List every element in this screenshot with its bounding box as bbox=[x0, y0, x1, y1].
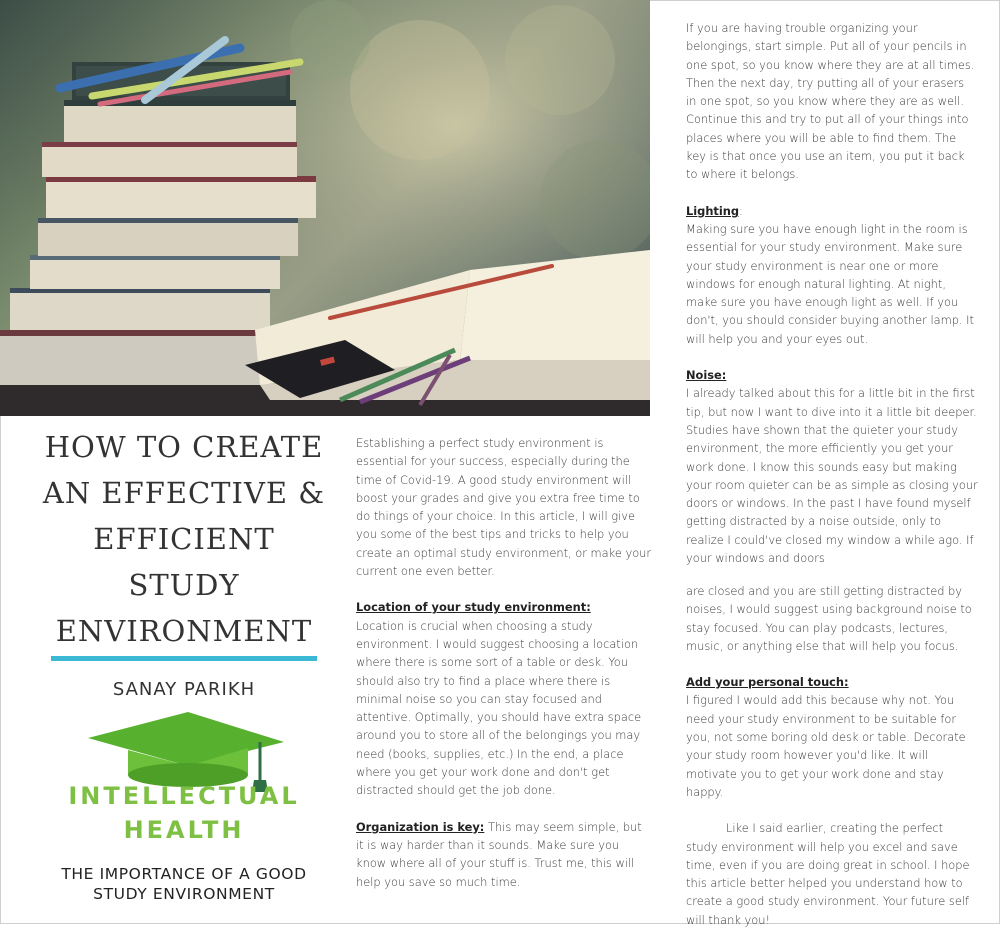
title-column bbox=[28, 424, 340, 904]
section-heading bbox=[686, 202, 978, 220]
section-heading bbox=[356, 598, 652, 616]
organization-paragraph bbox=[356, 818, 652, 891]
intro-paragraph: Establishing a perfect study environment is essential for your success, especially during the time of Covid-19. A good study environment will boost your grades and give you extra free time to do things of your choice. In this article, I will give you some of the best tips and tricks to help you create an optimal study environment, or make your current one even better. bbox=[356, 436, 652, 579]
title-underline bbox=[51, 656, 317, 661]
books-illustration bbox=[0, 0, 650, 416]
organization-body: This may seem simple, but it is way harder than it sounds. Make sure you know where all of your stuff is. Trust me, this will help you save so much time. bbox=[356, 819, 642, 889]
section-heading bbox=[686, 673, 978, 691]
subtitle-line: THE IMPORTANCE OF A GOOD bbox=[61, 865, 307, 883]
noise-continued: are closed and you are still getting distracted by noises, I would suggest using background noise to stay focused. You can play podcasts, lectures, music, or anything else that will help you focus. bbox=[686, 584, 972, 653]
title-line: AN EFFECTIVE & bbox=[42, 476, 326, 510]
personal-paragraph: I figured I would add this because why not. You need your study environment to be suitable for you, not some boring old desk or table. Decorate your study room however you'd like. It will motivate you to get your work done and stay happy. bbox=[686, 693, 966, 799]
title-line: ENVIRONMENT bbox=[55, 614, 313, 648]
author-name: SANAY PARIKH bbox=[112, 679, 256, 700]
article-title bbox=[28, 424, 340, 654]
right-text-column-bottom bbox=[686, 582, 978, 929]
conclusion-paragraph: Like I said earlier, creating the perfect study environment will help you excel and save time, even if you are doing great in school. I hope this article better helped you understand how to create a good study environment. Your future self will thank you! bbox=[686, 821, 970, 927]
lighting-heading: Lighting bbox=[686, 203, 740, 218]
stack-of-books-photo bbox=[0, 0, 650, 416]
logo-text: INTELLECTUAL bbox=[68, 782, 300, 810]
location-paragraph: Location is crucial when choosing a study environment. I would suggest choosing a location where there is some sort of a table or desk. You should also try to find a place where there is minimal noise so you can stay focused and attentive. Optimally, you should have extra space around you to store all of the belongings you may need (books, supplies, etc.) In the end, a place where you get your work done and don't get distracted should get the job done. bbox=[356, 618, 642, 798]
article-subtitle bbox=[28, 864, 340, 904]
noise-heading: Noise: bbox=[686, 368, 727, 383]
intellectual-health-logo bbox=[28, 708, 340, 858]
title-line: HOW TO CREATE bbox=[44, 430, 324, 464]
subtitle-line: STUDY ENVIRONMENT bbox=[93, 885, 275, 903]
logo-text: HEALTH bbox=[123, 816, 245, 844]
noise-paragraph: I already talked about this for a little bit in the first tip, but now I want to dive into it a little bit deeper. Studies have shown that the quieter your study environment, the more efficiently you get your work done. I know this sounds easy but making your room quieter can be as simple as closing your doors or windows. In the past I have found myself getting distracted by a noise outside, only to realize I could've closed my window a while ago. If your windows and doors bbox=[686, 386, 978, 566]
section-heading bbox=[686, 366, 978, 384]
organization-heading: Organization is key: bbox=[356, 819, 485, 834]
lighting-paragraph: Making sure you have enough light in the room is essential for your study environment. Make sure your study environment is near one or more windows for enough natural lighting. At night, make sure you have enough light as well. If you don't, you should consider buying another lamp. It will help you and your eyes out. bbox=[686, 221, 974, 346]
personal-heading: Add your personal touch: bbox=[686, 675, 849, 690]
title-line: EFFICIENT bbox=[93, 522, 275, 556]
title-line: STUDY bbox=[128, 568, 240, 602]
right-text-column-top bbox=[686, 19, 978, 567]
organization-continued: If you are having trouble organizing your belongings, start simple. Put all of your pencils in one spot, so you know where they are at all times. Then the next day, try putting all of your erasers in one spot, so you know where they are as well. Continue this and try to put all of your things into places where you will be able to find them. The key is that once you use an item, you put it back to where it belongs. bbox=[686, 21, 975, 182]
lighting-colon: : bbox=[739, 203, 743, 218]
graduation-cap-icon bbox=[78, 708, 290, 792]
location-heading: Location of your study environment: bbox=[356, 600, 591, 615]
middle-text-column bbox=[356, 434, 652, 891]
